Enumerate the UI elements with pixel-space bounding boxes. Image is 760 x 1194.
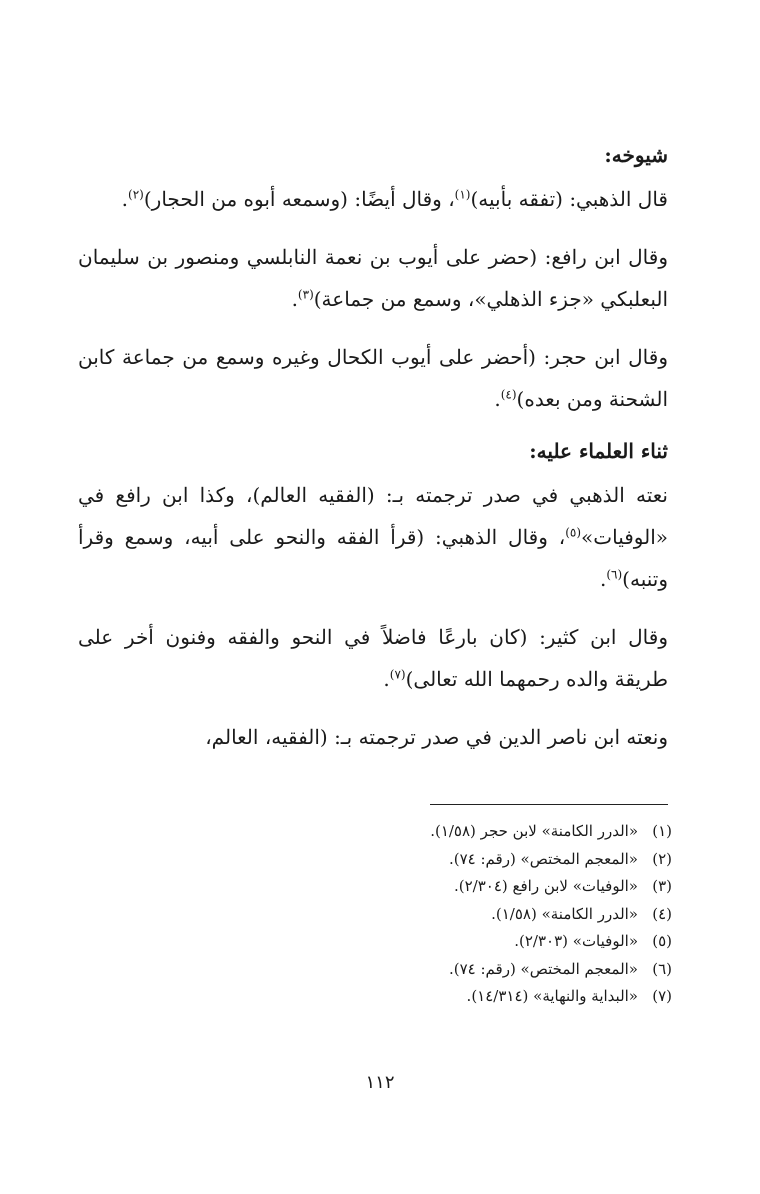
- page-number: ١١٢: [365, 1072, 395, 1093]
- paragraph-naatuhu-dhahabi: نعته الذهبي في صدر ترجمته بـ: (الفقيه العالم)، وكذا ابن رافع في «الوفيات»$^{(٥)}$، وقال الذهبي: (قرأ الفقه والنحو على أبيه، وسمع وقرأ وتنبه)$^{(٦)}$.: [78, 483, 669, 591]
- footnote-item: (٤)«الدرر الكامنة» (١/٥٨).: [491, 904, 672, 923]
- footnote-ref-4[interactable]: (٤): [500, 387, 517, 402]
- footnote-ref-7[interactable]: (٧): [389, 667, 406, 682]
- footnote-item: (١)«الدرر الكامنة» لابن حجر (١/٥٨).: [430, 822, 672, 840]
- paragraph-ibn-rafi: وقال ابن رافع: (حضر على أيوب بن نعمة النابلسي ومنصور بن سليمان البعلبكي «جزء الذهلي»، وسمع من جماعة)$^{(٣)}$.: [78, 245, 668, 311]
- footnote-ref-2[interactable]: (٢): [128, 187, 144, 202]
- footnote-item: (٧)«البداية والنهاية» (١٤/٣١٤).: [466, 987, 672, 1005]
- footnote-separator: [430, 804, 668, 805]
- footnote-ref-6[interactable]: (٦): [606, 567, 623, 582]
- section-heading-shuyukh: شيوخه:: [604, 143, 668, 167]
- paragraph-ibn-nasir-al-din: ونعته ابن ناصر الدين في صدر ترجمته بـ: (الفقيه، العالم،: [205, 725, 668, 749]
- footnote-ref-1[interactable]: (١): [454, 187, 471, 202]
- paragraph-ibn-hajar: وقال ابن حجر: (أحضر على أيوب الكحال وغيره وسمع من جماعة كابن الشحنة ومن بعده)$^{(٤)}$.: [78, 345, 668, 411]
- paragraph-ibn-kathir: وقال ابن كثير: (كان بارعًا فاضلاً في النحو والفقه وفنون أخر على طريقة والده رحمهما الله تعالى)$^{(٧)}$.: [78, 625, 668, 691]
- footnote-item: (٣)«الوفيات» لابن رافع (٢/٣٠٤).: [453, 877, 672, 895]
- footnote-ref-5[interactable]: (٥): [565, 525, 582, 540]
- footnote-item: (٦)«المعجم المختص» (رقم: ٧٤).: [448, 959, 672, 978]
- page-body: [78, 140, 668, 774]
- footnote-item: (٢)«المعجم المختص» (رقم: ٧٤).: [448, 849, 672, 868]
- footnote-ref-3[interactable]: (٣): [297, 287, 314, 302]
- footnote-item: (٥)«الوفيات» (٢/٣٠٣).: [514, 932, 672, 950]
- footnotes-list: [300, 818, 672, 1011]
- section-heading-thana: ثناء العلماء عليه:: [529, 439, 668, 463]
- paragraph-dhahabi: قال الذهبي: (تفقه بأبيه)$^{(١)}$، وقال أيضًا: (وسمعه أبوه من الحجار)$^{(٢)}$.: [121, 187, 668, 211]
